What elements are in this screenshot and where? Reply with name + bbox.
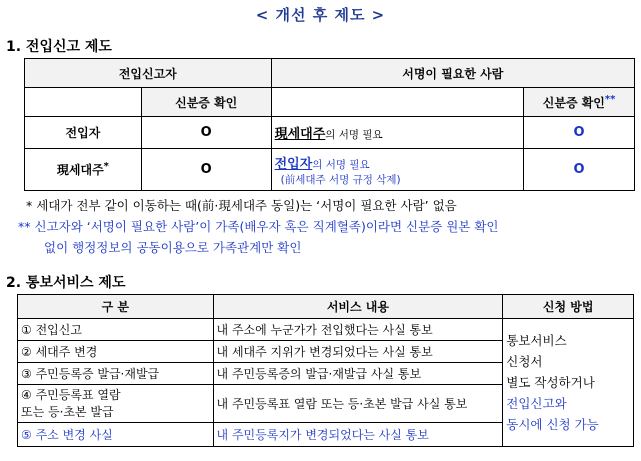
- table-row: [25, 149, 635, 191]
- row-label-head: 現세대주*: [25, 149, 142, 191]
- header-reporter: 전입신고자: [25, 59, 272, 88]
- row-label-mover: 전입자: [25, 117, 142, 149]
- category-cell: ④ 주민등록표 열람 또는 등·초본 발급: [18, 385, 214, 423]
- content-cell: 내 주민등록증의 발급·재발급 사실 통보: [213, 363, 503, 385]
- note-2-line2: 없이 행정정보의 공동이용으로 가족관계만 확인: [44, 240, 302, 255]
- notification-service-table: [17, 294, 634, 447]
- header-signer-id-check: 신분증 확인**: [524, 88, 635, 117]
- apply-method-cell: 통보서비스 신청서 별도 작성하거나 전입신고와 동시에 신청 가능: [503, 319, 634, 447]
- content-cell: 내 주소에 누군가가 전입했다는 사실 통보: [213, 319, 503, 341]
- move-in-report-table: [24, 58, 635, 191]
- header-reporter-id-check: 신분증 확인: [141, 88, 271, 117]
- note-2-line1: ** 신고자와 ‘서명이 필요한 사람’이 가족(배우자 혹은 직계혈족)이라면 신분증 원본 확인: [18, 219, 499, 234]
- section1-heading: 1. 전입신고 제도: [6, 39, 112, 55]
- signer-id-check-mark: O: [524, 149, 635, 191]
- category-cell: ② 세대주 변경: [18, 341, 214, 363]
- content-cell: 내 주민등록표 열람 또는 등·초본 발급 사실 통보: [213, 385, 503, 423]
- note-1: * 세대가 전부 같이 이동하는 때(前·現세대주 동일)는 ‘서명이 필요한 사람’ 없음: [26, 198, 457, 213]
- id-check-mark: O: [141, 149, 271, 191]
- table-row: [18, 319, 634, 341]
- header-category: 구 분: [18, 295, 214, 319]
- signer-cell: 現세대주의 서명 필요: [271, 117, 524, 149]
- category-cell: ① 전입신고: [18, 319, 214, 341]
- header-apply-method: 신청 방법: [503, 295, 634, 319]
- signer-cell: 전입자의 서명 필요 (前세대주 서명 규정 삭제): [271, 149, 524, 191]
- table-row: [25, 117, 635, 149]
- content-cell: 내 세대주 지위가 변경되었다는 사실 통보: [213, 341, 503, 363]
- blank-cell: [271, 88, 524, 117]
- page-title: < 개선 후 제도 >: [255, 6, 386, 24]
- category-cell: ③ 주민등록증 발급·재발급: [18, 363, 214, 385]
- signer-id-check-mark: O: [524, 117, 635, 149]
- header-service-content: 서비스 내용: [213, 295, 503, 319]
- header-signer: 서명이 필요한 사람: [271, 59, 634, 88]
- blank-cell: [25, 88, 142, 117]
- category-cell: ⑤ 주소 변경 사실: [18, 423, 214, 447]
- content-cell: 내 주민등록지가 변경되었다는 사실 통보: [213, 423, 503, 447]
- section2-heading: 2. 통보서비스 제도: [6, 275, 126, 291]
- id-check-mark: O: [141, 117, 271, 149]
